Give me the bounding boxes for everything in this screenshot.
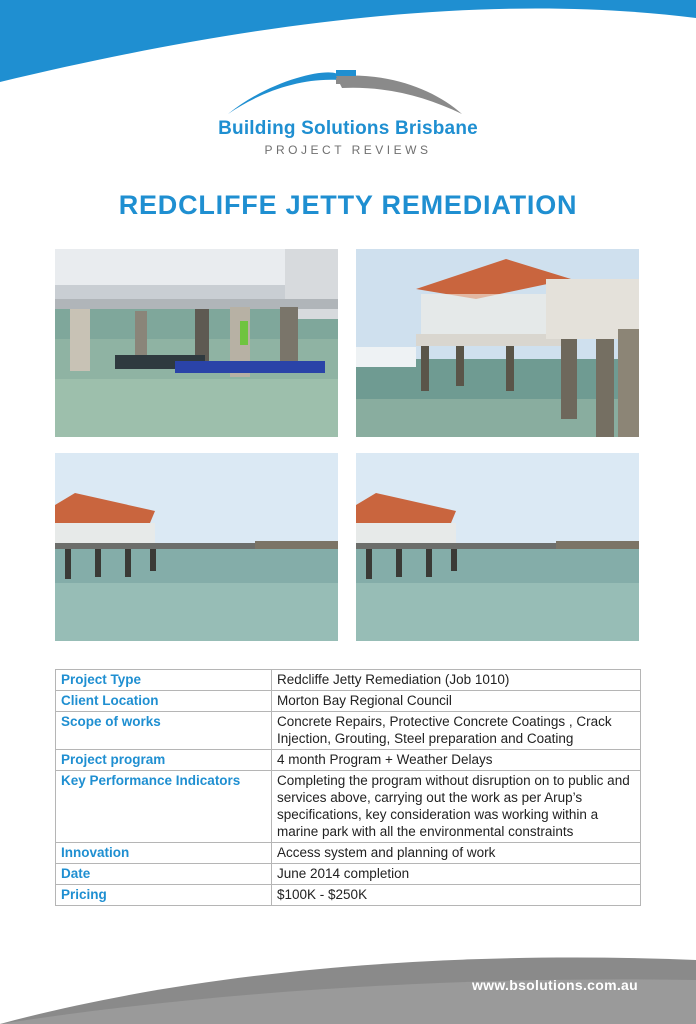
jetty-wide-view-photo [356, 453, 639, 641]
table-row [56, 670, 641, 691]
row-label: Key Performance Indicators [56, 771, 272, 843]
brand-subtitle: PROJECT REVIEWS [264, 143, 432, 157]
row-value: June 2014 completion [272, 864, 641, 885]
row-value: 4 month Program + Weather Delays [272, 750, 641, 771]
row-value: Redcliffe Jetty Remediation (Job 1010) [272, 670, 641, 691]
table-row [56, 712, 641, 750]
brand-name: Building Solutions Brisbane [218, 118, 478, 139]
jetty-wide-view-photo [55, 453, 338, 641]
row-label: Scope of works [56, 712, 272, 750]
table-row [56, 771, 641, 843]
page-title: REDCLIFFE JETTY REMEDIATION [118, 190, 578, 220]
row-value: Concrete Repairs, Protective Concrete Coatings , Crack Injection, Grouting, Steel preparation and Coating [272, 712, 641, 750]
table-row [56, 864, 641, 885]
row-label: Date [56, 864, 272, 885]
row-label: Client Location [56, 691, 272, 712]
logo-arc-icon [220, 62, 470, 122]
table-row [56, 691, 641, 712]
website-link[interactable]: www.bsolutions.com.au [471, 977, 638, 993]
jetty-pavilion-photo [356, 249, 639, 437]
row-label: Project Type [56, 670, 272, 691]
project-details-table [55, 669, 641, 906]
row-label: Innovation [56, 843, 272, 864]
table-row [56, 885, 641, 906]
row-value: Morton Bay Regional Council [272, 691, 641, 712]
row-value: Completing the program without disruption on to public and services above, carrying out the work as per Arup’s specifications, key consideration was working within a marine park with all the environmental constraints [272, 771, 641, 843]
row-value: $100K - $250K [272, 885, 641, 906]
row-value: Access system and planning of work [272, 843, 641, 864]
table-row [56, 843, 641, 864]
row-label: Pricing [56, 885, 272, 906]
jetty-underside-photo [55, 249, 338, 437]
row-label: Project program [56, 750, 272, 771]
table-row [56, 750, 641, 771]
